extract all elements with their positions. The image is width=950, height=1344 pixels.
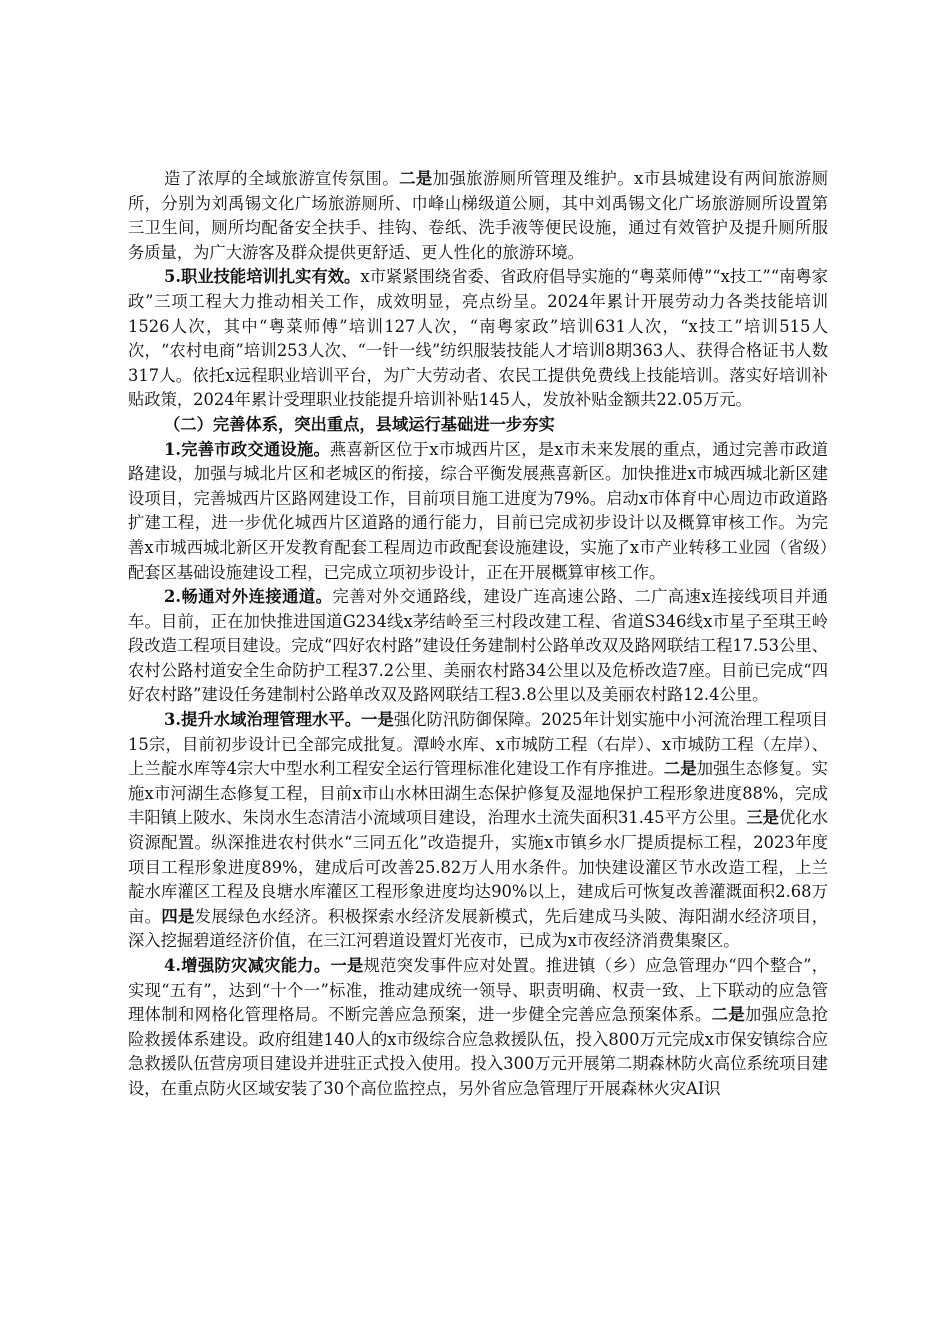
bold-lead: 四是 bbox=[161, 906, 195, 926]
text: x市紧紧围绕省委、省政府倡导实施的“粤菜师傅”“x技工”“南粤家政”三项工程大力推动相关工作，成效明显，亮点纷呈。2024年累计开展劳动力各类技能培训1526人次，其中“粤菜师傅”培训127人次，“南粤家政”培训631人次，“x技工”培训515人次，“农村电商”培训253人次、“一针一线”纺织服装技能人才培训8期363人、获得合格证书人数317人。依托x远程职业培训平台，为广大劳动者、农民工提供免费线上技能培训。落实好培训补贴政策，2024年累计受理职业技能提升培训补贴145人，发放补贴金额共22.05万元。 bbox=[128, 267, 828, 410]
paragraph-water-governance bbox=[128, 708, 828, 954]
text: 造了浓厚的全域旅游宣传氛围。 bbox=[164, 169, 400, 188]
text: 加强旅游厕所管理及维护。x市县城建设有两间旅游厕所，分别为刘禹锡文化广场旅游厕所、巾峰山梯级道公厕，其中刘禹锡文化广场旅游厕所设置第三卫生间，厕所均配备安全扶手、挂钩、卷纸、洗手液等便民设施，通过有效管护及提升厕所服务质量，为广大游客及群众提供更舒适、更人性化的旅游环境。 bbox=[128, 169, 828, 262]
paragraph-external-connections bbox=[128, 585, 828, 708]
text: 完善对外交通路线，建设广连高速公路、二广高速x连接线项目并通车。目前，正在加快推进国道G234线x茅结岭至三村段改建工程、省道S346线x市星子至琪王岭段改造工程项目建设。完成“四好农村路”建设任务建制村公路单改双及路网联结工程17.53公里、农村公路村道安全生命防护工程37.2公里、美丽农村路34公里以及危桥改造7座。目前已完成“四好农村路”建设任务建制村公路单改双及路网联结工程3.8公里以及美丽农村路12.4公里。 bbox=[128, 587, 829, 705]
text: 加强生态修复。实施x市河湖生态修复工程，目前x市山水林田湖生态保护修复及湿地保护工程形象进度88%，完成丰阳镇上陂水、朱岗水生态清洁小流域项目建设，治理水土流失面积31.45平方公里。 bbox=[128, 759, 828, 828]
paragraph-tourism-toilets bbox=[128, 167, 828, 265]
paragraph-heading: 1.完善市政交通设施。 bbox=[164, 439, 331, 459]
paragraph-disaster-prevention bbox=[128, 954, 828, 1102]
bold-lead: 一是 bbox=[361, 710, 394, 730]
text: 优化水资源配置。纵深推进农村供水“三同五化”改造提升，实施x市镇乡水厂提质提标工程，2023年度项目工程形象进度89%，建成后可改善25.82万人用水条件。加快建设灌区节水改造工程，上兰靛水库灌区工程及良塘水库灌区工程形象进度均达90%以上，建成后可恢复改善灌溉面积2.68万亩。 bbox=[128, 808, 828, 926]
paragraph-vocational-training bbox=[128, 265, 828, 413]
text: 燕喜新区位于x市城西片区，是x市未来发展的重点，通过完善市政道路建设，加强与城北片区和老城区的衔接，综合平衡发展燕喜新区。加快推进x市城西城北新区建设项目，完善城西片区路网建设工作，目前项目施工进度为79%。启动x市体育中心周边市政道路扩建工程，进一步优化城西片区道路的通行能力，目前已完成初步设计以及概算审核工作。为完善x市城西城北新区开发教育配套工程周边市政配套设施建设，实施了x市产业转移工业园（省级）配套区基础设施建设工程，已完成立项初步设计，正在开展概算审核工作。 bbox=[128, 439, 828, 582]
bold-lead: 一是 bbox=[330, 956, 364, 975]
text: 规范突发事件应对处置。推进镇（乡）应急管理办“四个整合”，实现“五有”，达到“十个一”标准，推动建成统一领导、职责明确、权责一致、上下联动的应急管理体制和网格化管理格局。不断完善应急预案，进一步健全完善应急预案体系。 bbox=[128, 956, 829, 1025]
section-heading: （二）完善体系，突出重点，县域运行基础进一步夯实 bbox=[164, 414, 555, 434]
document-page bbox=[128, 167, 828, 1102]
bold-lead: 二是 bbox=[711, 1005, 745, 1025]
bold-lead: 二是 bbox=[399, 169, 433, 188]
text: 加强应急抢险救援体系建设。政府组建140人的x市级综合应急救援队伍，投入800万元完成x市保安镇综合应急救援队伍营房项目建设并进驻正式投入使用。投入300万元开展第二期森林防火高位系统项目建设，在重点防火区域安装了30个高位监控点，另外省应急管理厅开展森林火灾AI识 bbox=[128, 1005, 828, 1098]
text: 强化防汛防御保障。2025年计划实施中小河流治理工程项目15宗，目前初步设计已全部完成批复。潭岭水库、x市城防工程（右岸）、x市城防工程（左岸）、上兰靛水库等4宗大中型水利工程安全运行管理标准化建设工作有序推进。 bbox=[128, 710, 828, 779]
bold-lead: 二是 bbox=[663, 759, 697, 779]
paragraph-heading: 5.职业技能培训扎实有效。 bbox=[164, 267, 361, 287]
paragraph-heading: 4.增强防灾减灾能力。 bbox=[164, 956, 331, 975]
bold-lead: 三是 bbox=[746, 808, 780, 828]
paragraph-municipal-transport bbox=[128, 438, 828, 586]
text: 发展绿色水经济。积极探索水经济发展新模式，先后建成马头陂、海阳湖水经济项目，深入挖掘碧道经济价值，在三江河碧道设置灯光夜市，已成为x市夜经济消费集聚区。 bbox=[128, 906, 828, 951]
paragraph-heading: 3.提升水域治理管理水平。 bbox=[164, 710, 362, 730]
paragraph-heading: 2.畅通对外连接通道。 bbox=[164, 587, 333, 607]
